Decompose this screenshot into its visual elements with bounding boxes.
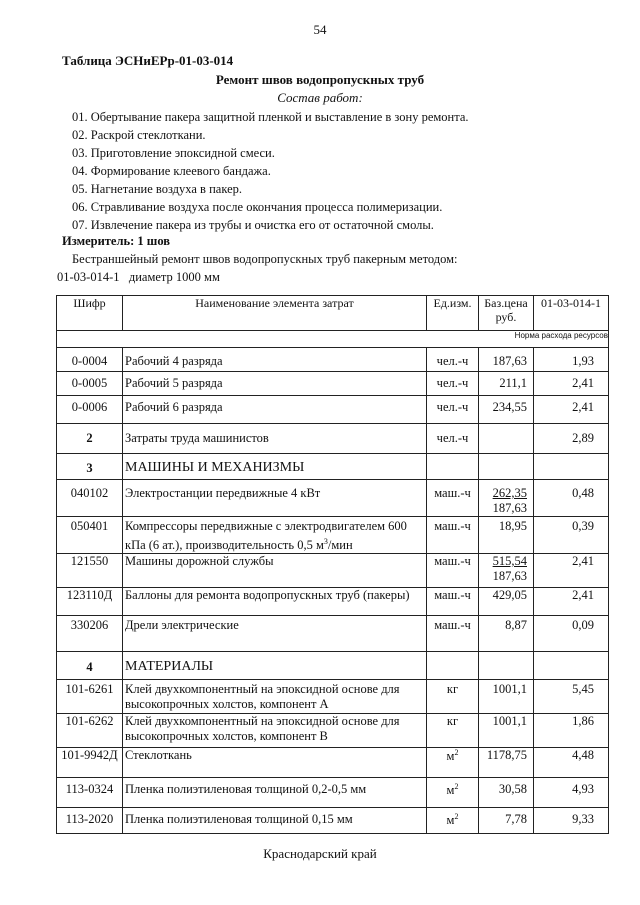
row-price bbox=[479, 480, 534, 517]
row-code: 113-2020 bbox=[57, 808, 123, 834]
norm-label-row bbox=[57, 331, 609, 348]
work-heading: Состав работ: bbox=[277, 90, 363, 105]
row-unit: маш.-ч bbox=[427, 588, 479, 616]
table-row bbox=[57, 517, 609, 554]
section-materials bbox=[57, 652, 609, 680]
row-unit: кг bbox=[427, 680, 479, 714]
row-price bbox=[479, 554, 534, 588]
page-number: 54 bbox=[313, 22, 327, 37]
row-code: 101-6262 bbox=[57, 714, 123, 748]
row-norm: 2,89 bbox=[534, 424, 609, 454]
section-title: МАШИНЫ И МЕХАНИЗМЫ bbox=[123, 454, 427, 480]
row-unit: маш.-ч bbox=[427, 554, 479, 588]
row-name: Машины дорожной службы bbox=[123, 554, 427, 588]
row-name: Дрели электрические bbox=[123, 616, 427, 652]
row-name: Рабочий 6 разряда bbox=[123, 396, 427, 424]
row-name bbox=[123, 680, 427, 714]
table-row bbox=[57, 480, 609, 517]
row-code: 0-0006 bbox=[57, 396, 123, 424]
superscript: 2 bbox=[454, 748, 459, 758]
row-code: 040102 bbox=[57, 480, 123, 517]
row-unit: маш.-ч bbox=[427, 480, 479, 517]
norm-label: Норма расхода ресурсов bbox=[57, 331, 609, 348]
row-name-line1: Клей двухкомпонентный на эпоксидной основе для bbox=[125, 682, 400, 697]
row-price bbox=[479, 424, 534, 454]
row-code: 121550 bbox=[57, 554, 123, 588]
row-price: 429,05 bbox=[479, 588, 534, 616]
row-unit: чел.-ч bbox=[427, 348, 479, 372]
row-norm: 2,41 bbox=[534, 588, 609, 616]
row-code: 330206 bbox=[57, 616, 123, 652]
section-machines bbox=[57, 454, 609, 480]
row-price-secondary: 187,63 bbox=[492, 501, 527, 515]
row-price: 1001,1 bbox=[479, 714, 534, 748]
row-unit: маш.-ч bbox=[427, 616, 479, 652]
code-line: 01-03-014-1 диаметр 1000 мм bbox=[57, 270, 220, 284]
operations-list bbox=[72, 108, 469, 234]
table-row bbox=[57, 778, 609, 808]
table-row bbox=[57, 808, 609, 834]
row-norm: 1,86 bbox=[534, 714, 609, 748]
row-name: Пленка полиэтиленовая толщиной 0,2-0,5 мм bbox=[123, 778, 427, 808]
row-name-line1: Клей двухкомпонентный на эпоксидной основе для bbox=[125, 714, 400, 729]
row-price: 187,63 bbox=[479, 348, 534, 372]
row-code: 050401 bbox=[57, 517, 123, 554]
row-name: Рабочий 4 разряда bbox=[123, 348, 427, 372]
row-norm: 2,41 bbox=[534, 554, 609, 588]
row-norm: 0,48 bbox=[534, 480, 609, 517]
row-unit: $м^2$ bbox=[427, 808, 479, 834]
operation-item: 01. Обертывание пакера защитной пленкой и выставление в зону ремонта. bbox=[72, 110, 469, 124]
table-row bbox=[57, 714, 609, 748]
row-code: 0-0004 bbox=[57, 348, 123, 372]
header-name: Наименование элемента затрат bbox=[123, 296, 427, 331]
row-price: 234,55 bbox=[479, 396, 534, 424]
operation-item: 02. Раскрой стеклоткани. bbox=[72, 128, 206, 142]
superscript: 3 bbox=[323, 537, 328, 546]
row-name-line2: высокопрочных холстов, компонент В bbox=[125, 729, 328, 744]
row-code: 0-0005 bbox=[57, 372, 123, 396]
row-name: Баллоны для ремонта водопропускных труб (пакеры) bbox=[123, 588, 427, 616]
row-price: 1001,1 bbox=[479, 680, 534, 714]
section-code: 3 bbox=[57, 454, 123, 480]
table-row bbox=[57, 372, 609, 396]
header-price-line2: руб. bbox=[495, 310, 517, 324]
subtitle: Ремонт швов водопропускных труб bbox=[215, 72, 425, 87]
table-row bbox=[57, 680, 609, 714]
row-name bbox=[123, 517, 427, 554]
table-row bbox=[57, 588, 609, 616]
row-name-line2: высокопрочных холстов, компонент А bbox=[125, 697, 329, 712]
header-code: Шифр bbox=[57, 296, 123, 331]
row-price: 211,1 bbox=[479, 372, 534, 396]
row-norm: 4,48 bbox=[534, 748, 609, 778]
row-name-line1: Компрессоры передвижные с электродвигателем 600 bbox=[125, 519, 407, 533]
footer-region: Краснодарский край bbox=[263, 846, 377, 861]
row-price-secondary: 187,63 bbox=[492, 569, 527, 584]
row-price: 1178,75 bbox=[479, 748, 534, 778]
row-price: 30,58 bbox=[479, 778, 534, 808]
row-code: 101-9942Д bbox=[57, 748, 123, 778]
resource-table bbox=[56, 295, 609, 834]
header-norm: 01-03-014-1 bbox=[534, 296, 609, 331]
row-unit: чел.-ч bbox=[427, 424, 479, 454]
table-row bbox=[57, 554, 609, 588]
superscript: 2 bbox=[454, 782, 459, 792]
row-code: 2 bbox=[57, 424, 123, 454]
superscript: 2 bbox=[454, 812, 459, 822]
row-unit: $м^2$ bbox=[427, 778, 479, 808]
row-unit: чел.-ч bbox=[427, 396, 479, 424]
table-row bbox=[57, 348, 609, 372]
row-name-line2: кПа (6 ат.), производительность 0,5 $м^3$/мин bbox=[125, 537, 353, 553]
row-norm: 4,93 bbox=[534, 778, 609, 808]
row-name: Рабочий 5 разряда bbox=[123, 372, 427, 396]
operation-item: 05. Нагнетание воздуха в пакер. bbox=[72, 182, 243, 196]
row-norm: 2,41 bbox=[534, 396, 609, 424]
table-row bbox=[57, 748, 609, 778]
operation-item: 07. Извлечение пакера из трубы и очистка его от остаточной смолы. bbox=[72, 218, 434, 232]
row-code: 101-6261 bbox=[57, 680, 123, 714]
row-price-value: 515,54 bbox=[492, 554, 527, 569]
method-text: Бестраншейный ремонт швов водопропускных труб пакерным методом: bbox=[72, 252, 458, 266]
row-norm: 1,93 bbox=[534, 348, 609, 372]
row-norm: 0,39 bbox=[534, 517, 609, 554]
row-norm: 5,45 bbox=[534, 680, 609, 714]
operation-item: 04. Формирование клеевого бандажа. bbox=[72, 164, 271, 178]
row-name: Стеклоткань bbox=[123, 748, 427, 778]
row-name: Электростанции передвижные 4 кВт bbox=[123, 480, 427, 517]
row-unit: чел.-ч bbox=[427, 372, 479, 396]
header-price-line1: Баз.цена bbox=[484, 296, 528, 310]
machinist-row bbox=[57, 424, 609, 454]
operation-item: 03. Приготовление эпоксидной смеси. bbox=[72, 146, 275, 160]
row-price: 18,95 bbox=[479, 517, 534, 554]
table-header-row bbox=[57, 296, 609, 331]
section-title: МАТЕРИАЛЫ bbox=[123, 652, 427, 680]
row-price: 7,78 bbox=[479, 808, 534, 834]
row-name: Пленка полиэтиленовая толщиной 0,15 мм bbox=[123, 808, 427, 834]
row-price-value: 262,35 bbox=[492, 486, 527, 500]
header-price bbox=[479, 296, 534, 331]
row-code: 123110Д bbox=[57, 588, 123, 616]
row-norm: 9,33 bbox=[534, 808, 609, 834]
row-price: 8,87 bbox=[479, 616, 534, 652]
row-unit: $м^2$ bbox=[427, 748, 479, 778]
row-name bbox=[123, 714, 427, 748]
table-row bbox=[57, 616, 609, 652]
row-name: Затраты труда машинистов bbox=[123, 424, 427, 454]
table-row bbox=[57, 396, 609, 424]
section-code: 4 bbox=[57, 652, 123, 680]
row-unit: кг bbox=[427, 714, 479, 748]
row-norm: 0,09 bbox=[534, 616, 609, 652]
meter: Измеритель: 1 шов bbox=[62, 234, 171, 248]
header-unit: Ед.изм. bbox=[427, 296, 479, 331]
operation-item: 06. Стравливание воздуха после окончания процесса полимеризации. bbox=[72, 200, 443, 214]
row-unit: маш.-ч bbox=[427, 517, 479, 554]
row-code: 113-0324 bbox=[57, 778, 123, 808]
row-norm: 2,41 bbox=[534, 372, 609, 396]
table-title: Таблица ЭСНиЕРр-01-03-014 bbox=[62, 53, 234, 68]
